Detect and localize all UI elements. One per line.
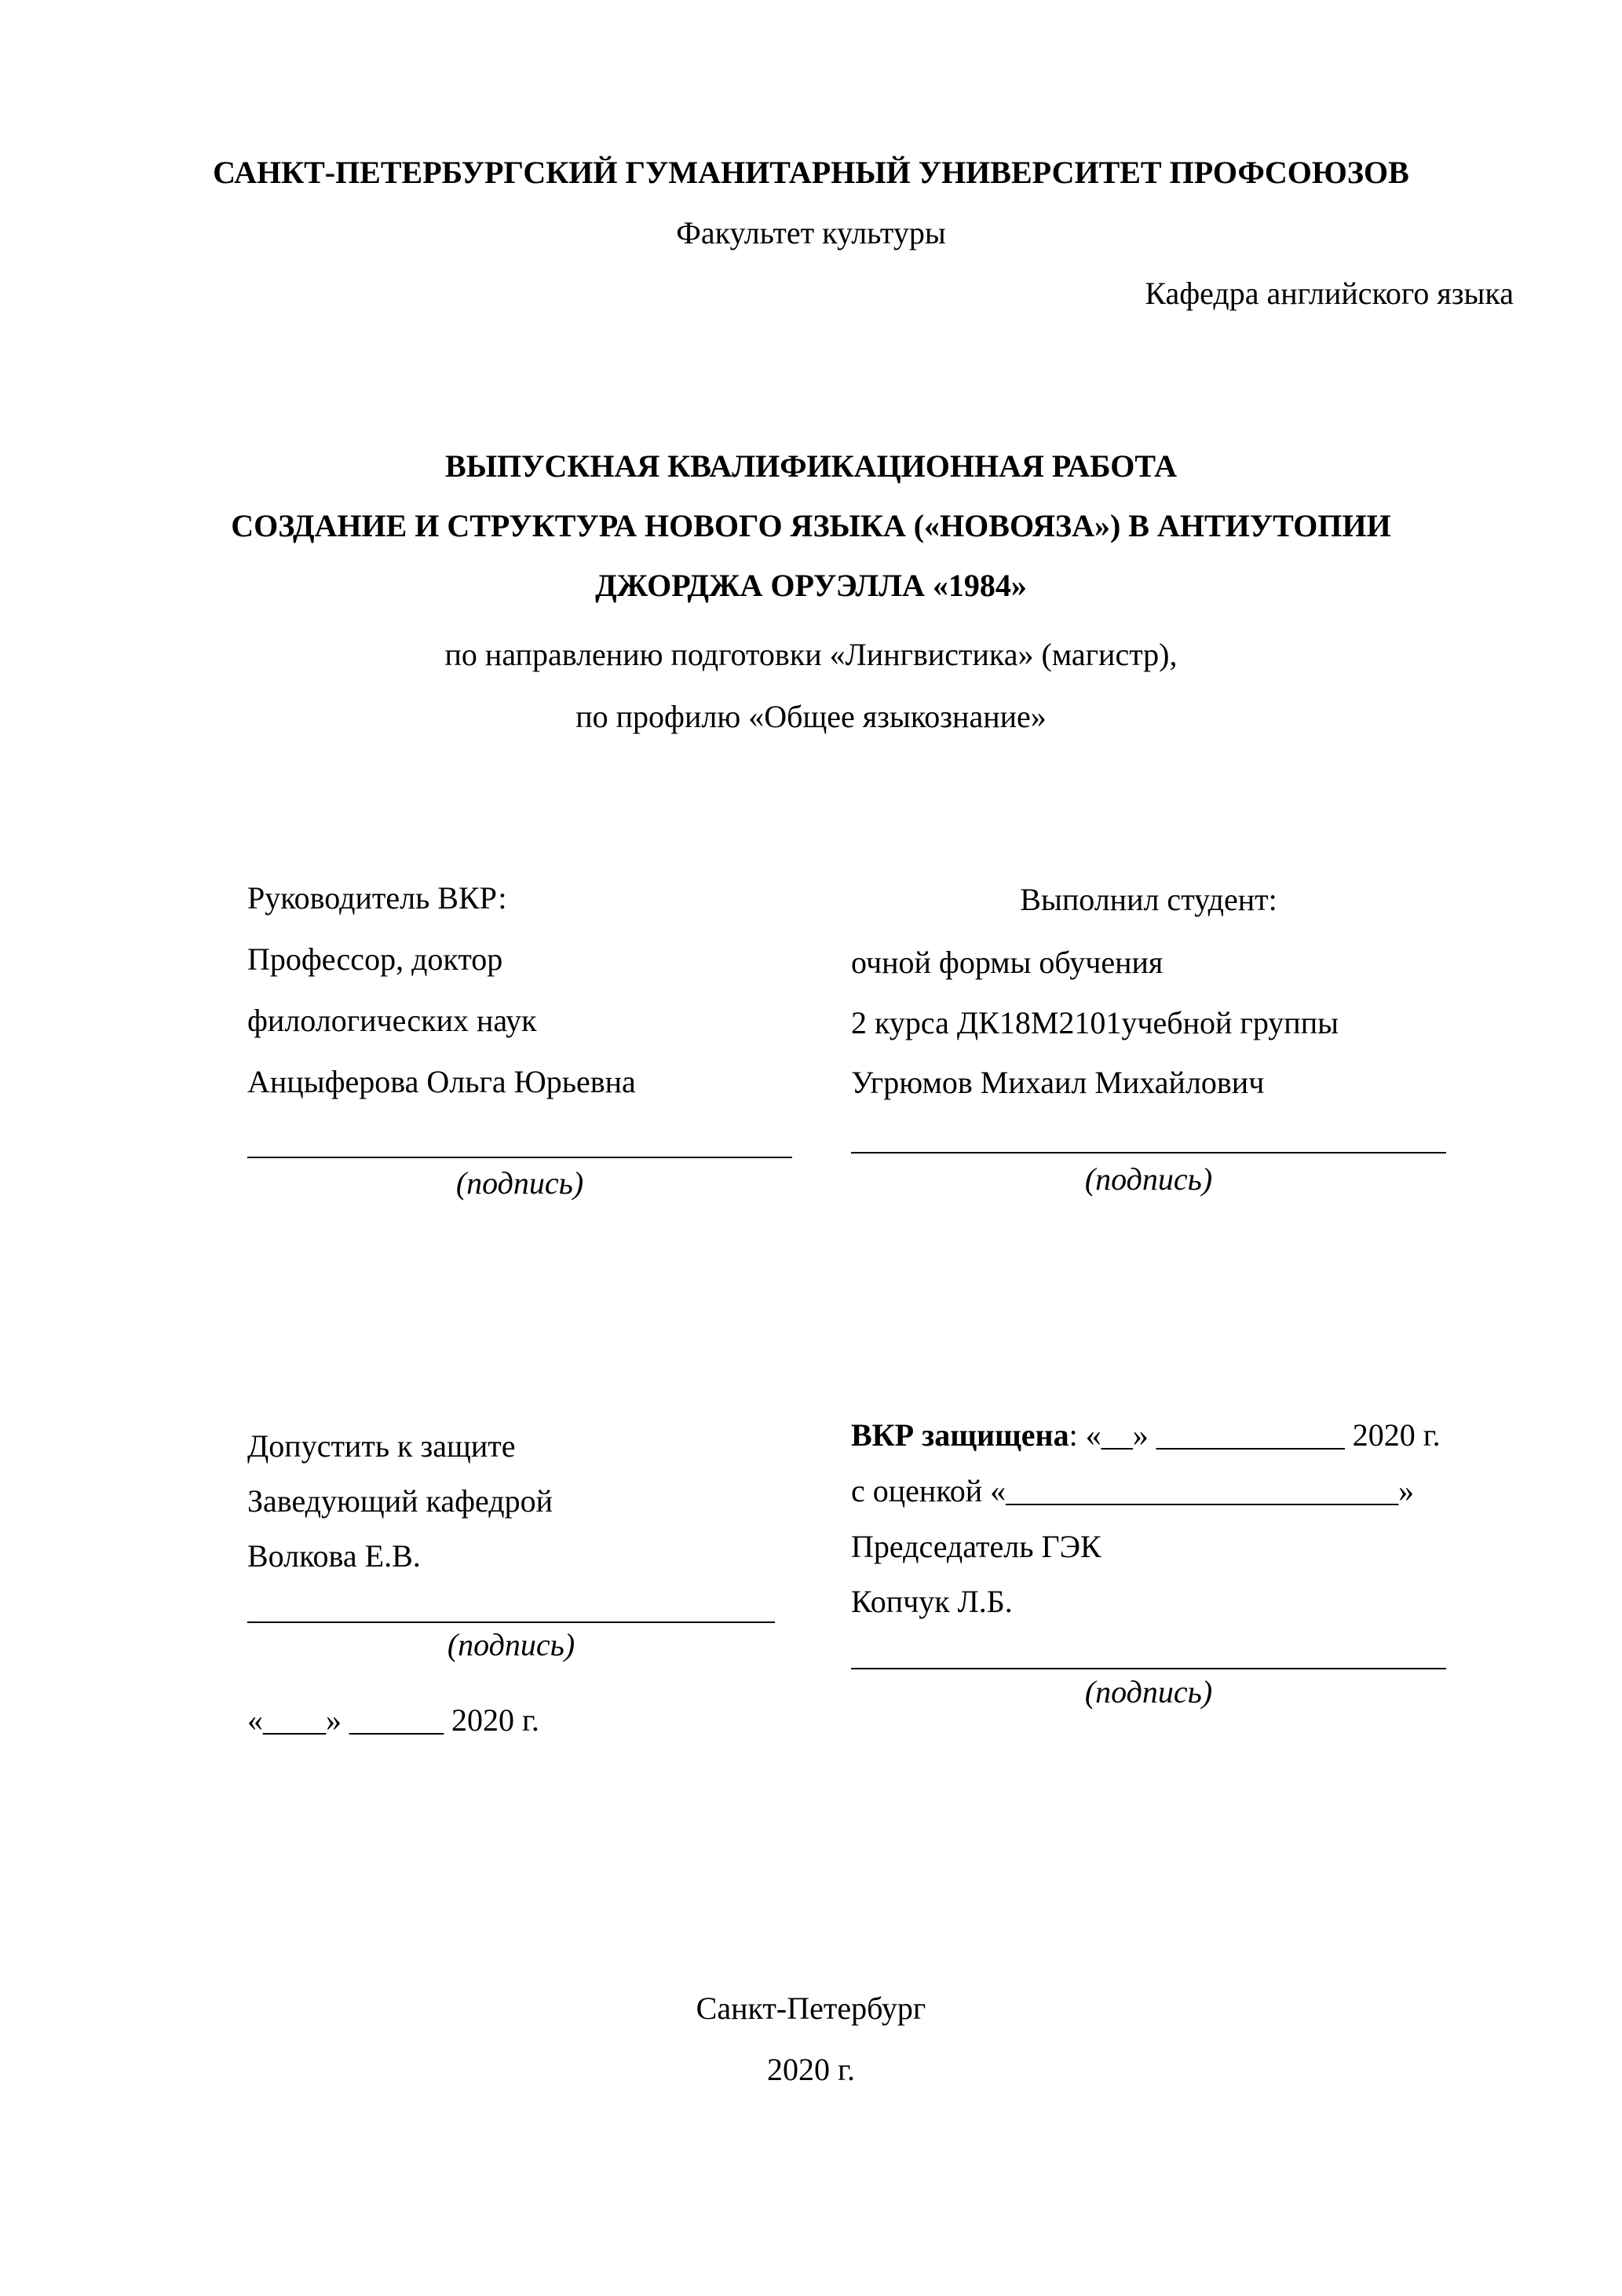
supervisor-heading: Руководитель ВКР: [247, 880, 507, 916]
student-name: Угрюмов Михаил Михайлович [851, 1065, 1265, 1100]
commission-chair-name: Копчук Л.Б. [851, 1584, 1013, 1619]
admission-line-2: Заведующий кафедрой [247, 1483, 553, 1519]
defense-signature-line [851, 1668, 1446, 1669]
admission-signature-caption: (подпись) [447, 1627, 575, 1662]
defense-date: : «__» ____________ 2020 г. [1069, 1417, 1441, 1453]
defense-label: ВКР защищена [851, 1417, 1069, 1453]
defense-line [851, 1417, 1441, 1453]
defense-grade-line: с оценкой «_________________________» [851, 1473, 1415, 1508]
admission-date-line: «____» ______ 2020 г. [247, 1702, 539, 1738]
student-study-form: очной формы обучения [851, 945, 1164, 980]
topic-line-2: ДЖОРДЖА ОРУЭЛЛА «1984» [595, 568, 1027, 603]
supervisor-name: Анцыферова Ольга Юрьевна [247, 1064, 636, 1099]
admission-line-1: Допустить к защите [247, 1428, 516, 1464]
student-heading: Выполнил студент: [1020, 882, 1277, 917]
year: 2020 г. [767, 2052, 855, 2087]
supervisor-degree: филологических наук [247, 1003, 537, 1038]
study-direction: по направлению подготовки «Лингвистика» (магистр), [444, 637, 1178, 672]
commission-chair-title: Председатель ГЭК [851, 1529, 1101, 1564]
topic-line-1: СОЗДАНИЕ И СТРУКТУРА НОВОГО ЯЗЫКА («НОВОЯЗА») В АНТИУТОПИИ [231, 508, 1391, 543]
defense-signature-caption: (подпись) [1084, 1674, 1213, 1709]
supervisor-position: Профессор, доктор [247, 941, 503, 977]
supervisor-signature-caption: (подпись) [455, 1165, 584, 1201]
admission-signature-line [247, 1621, 775, 1623]
department-name: Кафедра английского языка [1145, 276, 1514, 311]
student-group: 2 курса ДК18М2101учебной группы [851, 1005, 1339, 1040]
supervisor-signature-line [247, 1157, 792, 1158]
city: Санкт-Петербург [696, 1991, 926, 2026]
student-signature-caption: (подпись) [1084, 1161, 1213, 1197]
work-type: ВЫПУСКНАЯ КВАЛИФИКАЦИОННАЯ РАБОТА [445, 448, 1177, 484]
student-signature-line [851, 1152, 1446, 1153]
university-name: САНКТ-ПЕТЕРБУРГСКИЙ ГУМАНИТАРНЫЙ УНИВЕРСИТЕТ ПРОФСОЮЗОВ [213, 155, 1409, 190]
faculty-name: Факультет культуры [676, 215, 946, 250]
admission-head-name: Волкова Е.В. [247, 1538, 421, 1574]
study-profile: по профилю «Общее языкознание» [575, 699, 1047, 734]
